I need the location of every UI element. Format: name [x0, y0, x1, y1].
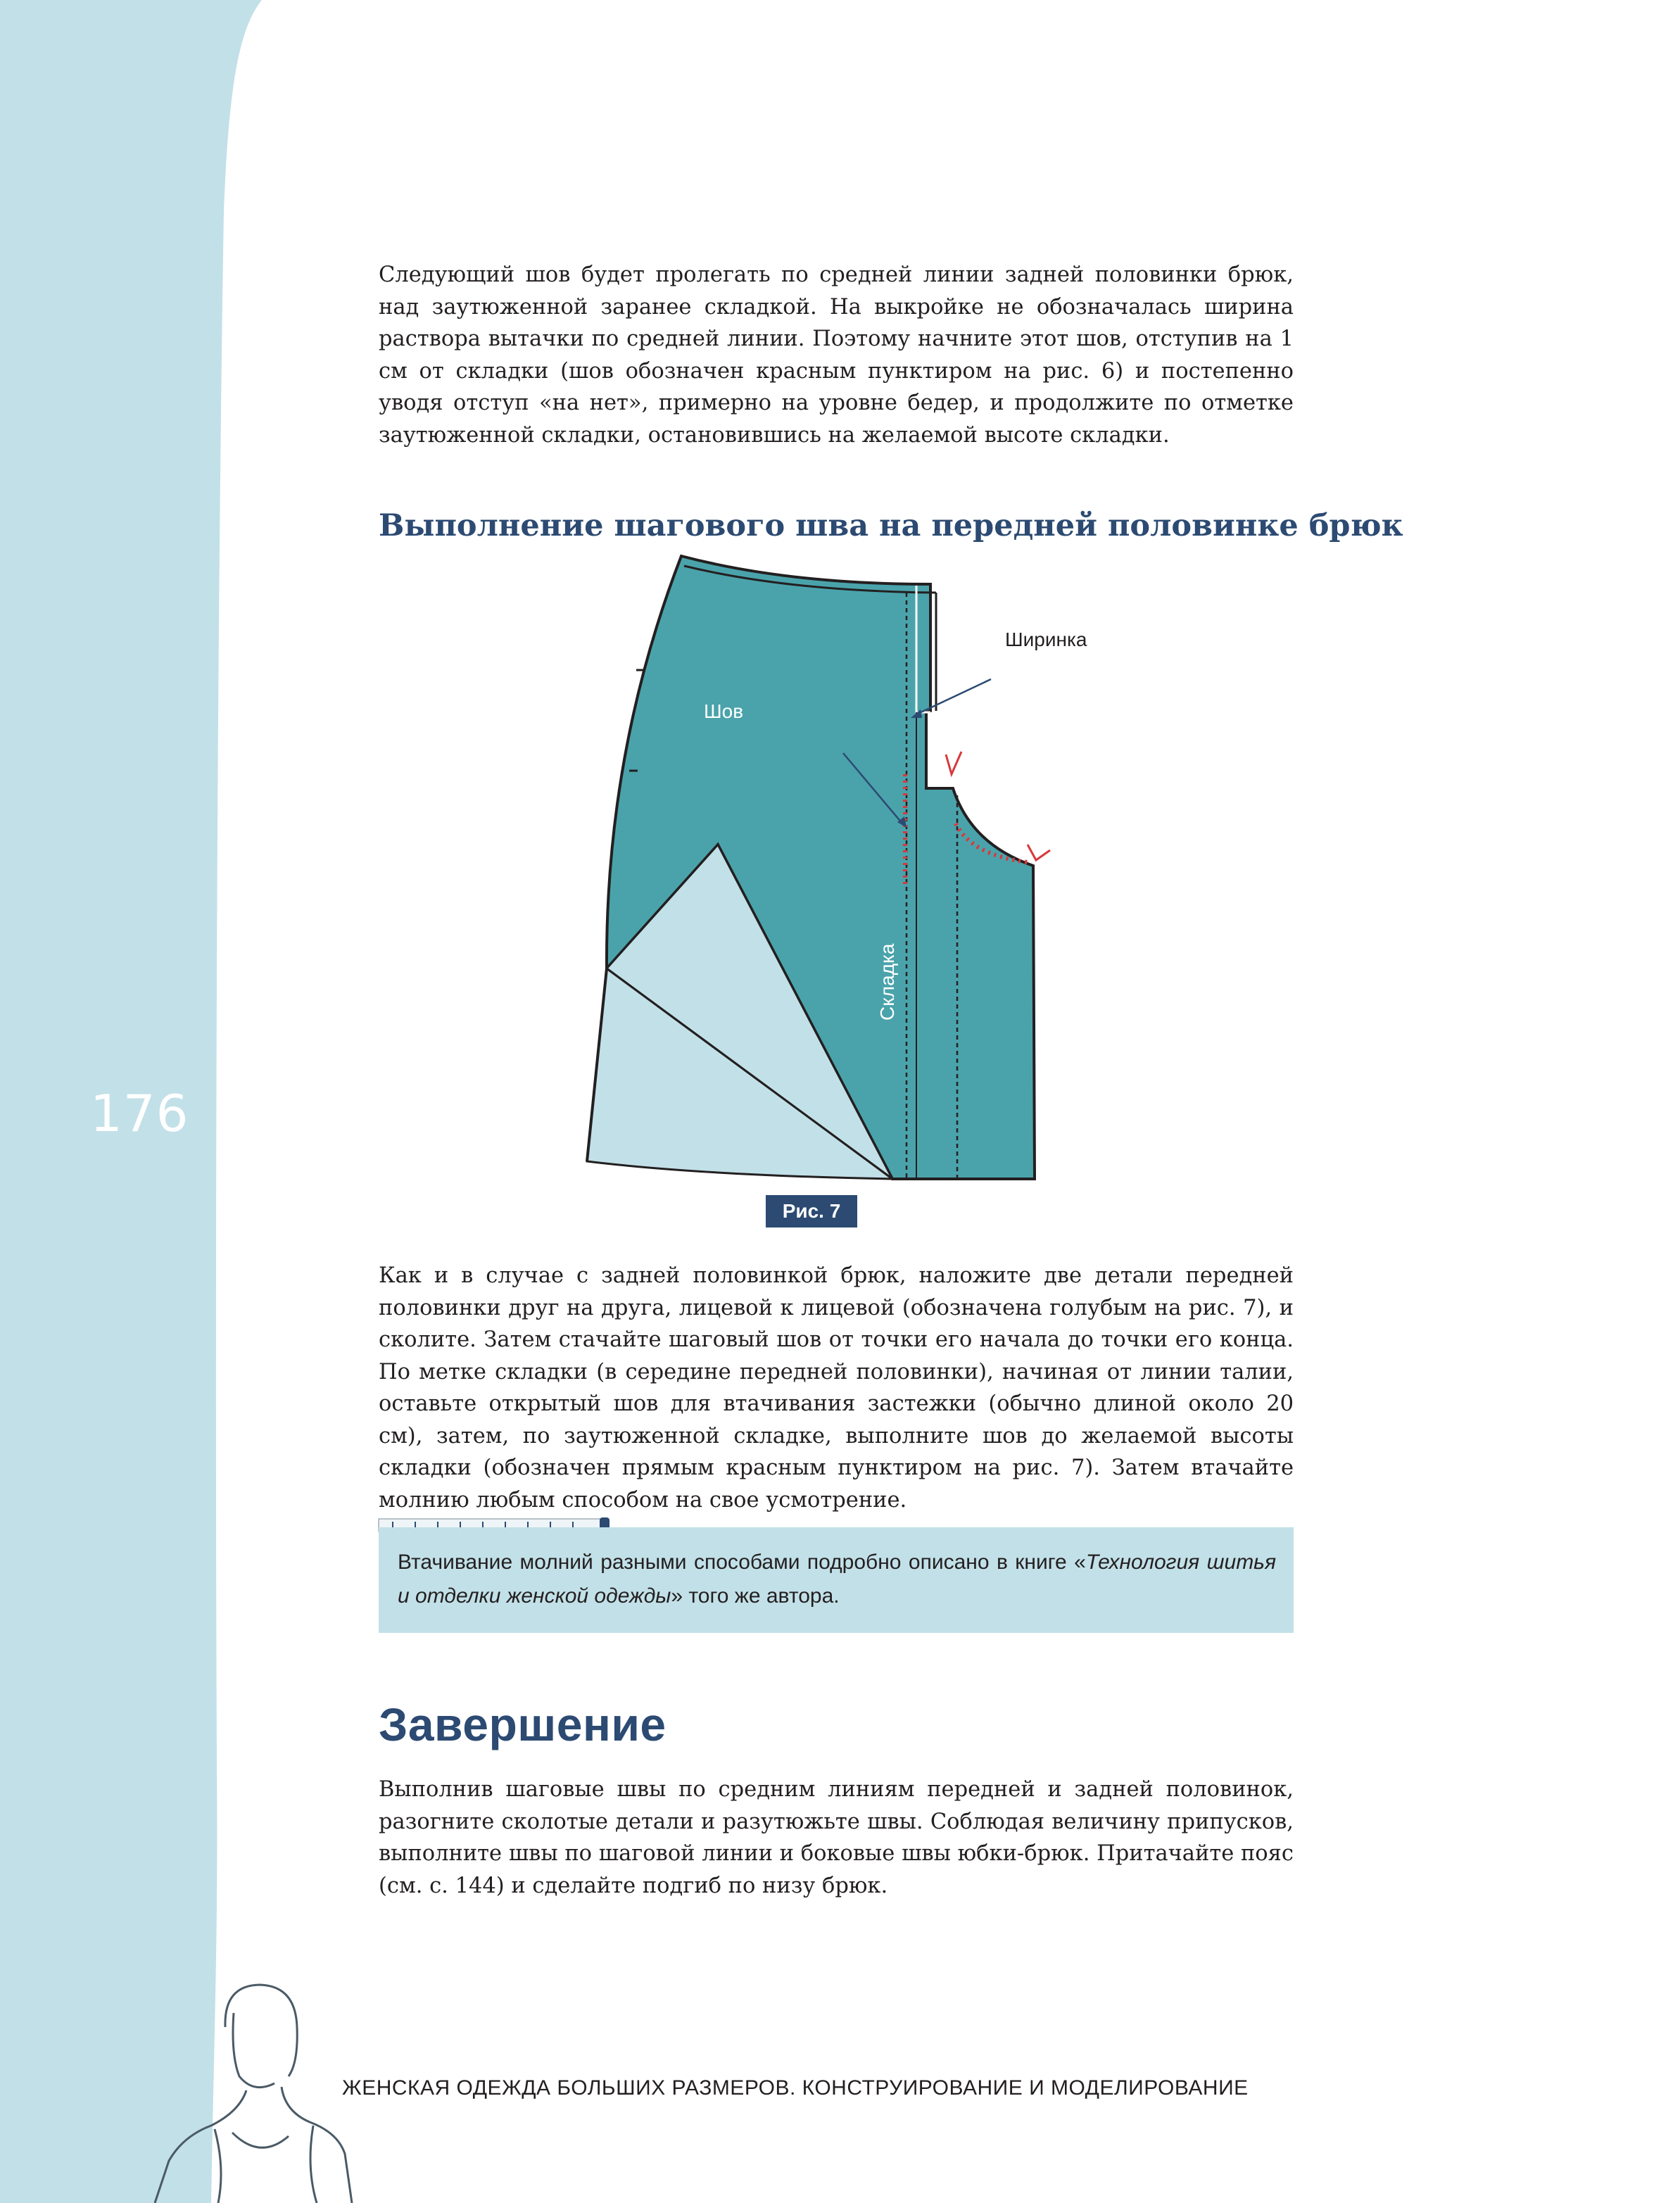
label-seam: Шов [704, 700, 744, 722]
woman-sketch-icon [141, 1971, 352, 2203]
paragraph-instructions: Как и в случае с задней половинкой брюк, наложите две детали передней половинки друг на друга, лицевой к лицевой (обозначена голубым на рис. 7), и сколите. Затем стачайте шаговый шов от точки его начала до точки его конца. По метке складки (в середине передней половинки), начиная от линии талии, оставьте открытый шов для втачивания застежки (обычно длиной около 20 см), затем, по заутюженной складке, выполните шов до желаемой высоты складки (обозначен прямым красным пунктиром на рис. 7). Затем втачайте молнию любым способом на свое усмотрение. [379, 1263, 1294, 1513]
trouser-front-pattern-figure [577, 542, 1087, 1232]
tack-mark-top [946, 752, 961, 774]
note-text-after: » того же автора. [671, 1584, 840, 1608]
note-text-before: Втачивание молний разными способами подробно описано в книге « [398, 1551, 1086, 1574]
label-fly: Ширинка [1005, 629, 1087, 650]
page-number: 176 [90, 1084, 189, 1143]
note-book-title: Технология шитья и отделки женской одежды [398, 1551, 1276, 1608]
paragraph-finishing: Выполнив шаговые швы по средним линиям передней и задней половинок, разогните сколотые детали и разутюжьте швы. Соблюдая величину припусков, выполните швы по шаговой линии и боковые швы юбки-брюк. Притачайте пояс (см. с. 144) и сделайте подгиб по низу брюк. [379, 1777, 1294, 1898]
tack-mark-right [1028, 845, 1050, 860]
figure-caption: Рис. 7 [766, 1195, 857, 1227]
note-text [398, 1546, 1276, 1613]
figure-subheading: Выполнение шагового шва на передней половинке брюк [379, 508, 1403, 543]
label-fold: Складка [876, 943, 898, 1021]
section-title: Завершение [379, 1698, 667, 1750]
paragraph-intro: Следующий шов будет пролегать по средней линии задней половинки брюк, над заутюженной заранее складкой. На выкройке не обозначалась ширина раствора вытачки по средней линии. Поэтому начните этот шов, отступив на 1 см от складки (шов обозначен красным пунктиром на рис. 6) и постепенно уводя отступ «на нет», примерно на уровне бедер, и продолжите по отметке заутюженной складки, остановившись на желаемой высоте складки. [379, 263, 1294, 448]
footer-book-title: ЖЕНСКАЯ ОДЕЖДА БОЛЬШИХ РАЗМЕРОВ. КОНСТРУИРОВАНИЕ И МОДЕЛИРОВАНИЕ [342, 2076, 1249, 2100]
